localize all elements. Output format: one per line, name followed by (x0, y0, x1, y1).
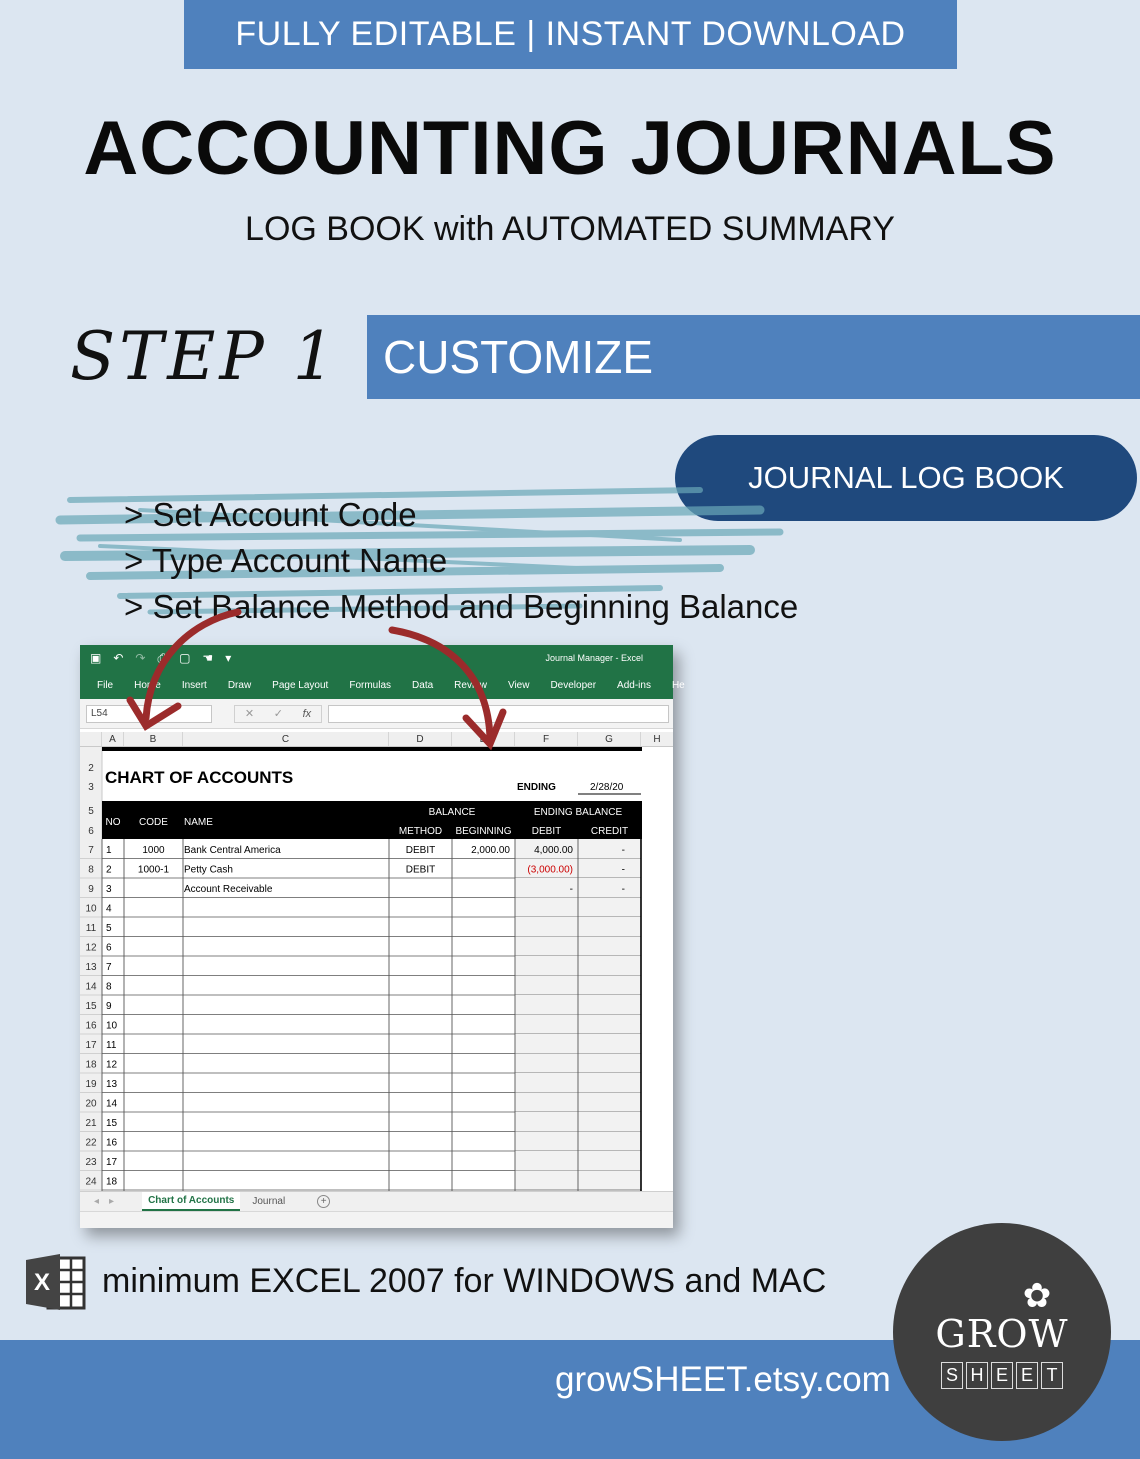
ribbon-tab[interactable]: Developer (550, 679, 597, 691)
cell-no: 13 (106, 1079, 118, 1090)
spreadsheet-grid (80, 732, 673, 1196)
column-header[interactable]: B (124, 732, 183, 746)
insert-function-icon[interactable]: fx (302, 707, 312, 720)
column-header[interactable]: E (452, 732, 515, 746)
touch-mode-icon[interactable]: ☚ (202, 650, 214, 665)
nav-next-icon[interactable]: ▸ (109, 1196, 115, 1207)
column-header[interactable]: F (515, 732, 578, 746)
cell-credit: - (621, 864, 625, 876)
row-number: 22 (85, 1137, 97, 1149)
row-number: 14 (85, 981, 97, 993)
title-top-border (102, 747, 642, 751)
formula-buttons (234, 705, 322, 723)
column-header[interactable]: H (653, 734, 661, 745)
row-number: 6 (88, 826, 94, 837)
ribbon-tab[interactable]: Data (412, 679, 434, 691)
subtitle: LOG BOOK with AUTOMATED SUMMARY (245, 210, 895, 248)
row-number: 16 (85, 1020, 97, 1032)
row-number: 20 (85, 1098, 97, 1110)
cell-no: 15 (106, 1118, 118, 1129)
cell-no: 11 (106, 1040, 117, 1051)
svg-text:X: X (33, 1269, 51, 1296)
header-credit: CREDIT (590, 826, 629, 837)
print-preview-icon[interactable]: ⎙ (157, 650, 168, 665)
ribbon-tab[interactable]: Add-ins (617, 679, 651, 691)
cell-debit: - (569, 884, 573, 895)
header-method: METHOD (398, 826, 443, 837)
row-number: 15 (85, 1001, 97, 1012)
header-beginning: BEGINNING (455, 826, 512, 837)
cancel-icon[interactable]: ✕ (244, 708, 255, 720)
row-number: 12 (85, 942, 97, 954)
formula-bar (80, 699, 673, 729)
row-number: 24 (85, 1176, 97, 1188)
cell-name: Bank Central America (184, 845, 281, 856)
cell-no: 2 (106, 864, 112, 876)
header-ending-balance: ENDING BALANCE (533, 807, 623, 818)
customize-banner: CUSTOMIZE (367, 315, 1140, 399)
cell-no: 6 (106, 942, 112, 954)
logo-letter: E (991, 1362, 1013, 1389)
ribbon-tab[interactable]: View (507, 679, 530, 691)
column-header[interactable]: A (102, 732, 124, 746)
excel-icon (24, 1252, 88, 1312)
cell-beginning: 2,000.00 (471, 845, 510, 856)
row-number: 18 (85, 1059, 97, 1071)
cell-method: DEBIT (405, 864, 436, 876)
logo-letter: T (1041, 1362, 1063, 1389)
nav-prev-icon[interactable]: ◂ (94, 1196, 100, 1207)
column-header[interactable]: D (389, 732, 452, 746)
cell-no: 18 (106, 1176, 118, 1188)
cell-code: 1000-1 (137, 864, 170, 876)
cell-no: 14 (106, 1098, 118, 1110)
quick-access-toolbar (80, 645, 673, 671)
journal-log-book-pill: JOURNAL LOG BOOK (675, 435, 1137, 521)
feature-item: > Set Balance Method and Beginning Balance (124, 588, 799, 625)
name-box[interactable]: L54 (86, 705, 212, 723)
header-no: NO (105, 817, 121, 828)
ribbon-tab[interactable]: Draw (227, 679, 252, 691)
window-title: Journal Manager - Excel (545, 653, 643, 663)
column-header[interactable]: G (578, 732, 641, 746)
cell-credit: - (621, 884, 625, 895)
logo-letter: E (1016, 1362, 1038, 1389)
header-debit: DEBIT (531, 826, 562, 837)
ribbon-tab[interactable]: Insert (181, 679, 207, 691)
ribbon-tab[interactable]: Home (134, 679, 161, 691)
grow-sheet-logo (893, 1223, 1111, 1441)
feature-item: > Type Account Name (124, 542, 448, 579)
header-name: NAME (184, 817, 213, 828)
logo-letter: S (941, 1362, 963, 1389)
enter-icon[interactable]: ✓ (273, 708, 283, 720)
undo-icon[interactable]: ↶ (113, 650, 124, 665)
sheet-tab-journal[interactable]: Journal (252, 1196, 286, 1207)
sheet-body (80, 747, 673, 1191)
sheet-tab-chart-of-accounts[interactable]: Chart of Accounts (142, 1192, 240, 1211)
logo-letter: H (966, 1362, 988, 1389)
cell-name: Petty Cash (184, 864, 233, 876)
cell-no: 1 (106, 845, 112, 856)
ribbon-tabs (80, 671, 685, 699)
ending-date: 2/28/20 (590, 782, 624, 793)
cell-no: 17 (106, 1157, 118, 1168)
feature-item: > Set Account Code (124, 496, 417, 533)
sheet-tabs (80, 1191, 673, 1211)
row-number: 23 (85, 1157, 97, 1168)
row-number: 11 (85, 923, 97, 934)
row-number: 2 (88, 763, 94, 774)
step-label: STEP 1 (70, 318, 339, 395)
cell-no: 8 (106, 981, 112, 993)
cell-no: 12 (106, 1059, 118, 1071)
cell-method: DEBIT (405, 845, 436, 856)
row-number: 17 (85, 1040, 97, 1051)
cell-no: 7 (106, 962, 112, 973)
cell-credit: - (621, 845, 625, 856)
customize-toolbar-icon[interactable]: ▾ (225, 650, 232, 665)
row-number: 7 (88, 845, 94, 856)
sheet-title: CHART OF ACCOUNTS (105, 768, 294, 787)
ending-label: ENDING (517, 782, 556, 793)
add-sheet-icon[interactable]: + (317, 1195, 330, 1208)
row-number: 21 (85, 1118, 97, 1129)
logo-sheet-text (941, 1362, 1063, 1389)
cell-debit: (3,000.00) (527, 864, 573, 876)
ribbon-tab[interactable]: Formulas (349, 679, 392, 691)
header-code: CODE (139, 817, 168, 828)
logo-grow-text: GROW (935, 1311, 1069, 1356)
new-file-icon[interactable]: ▢ (179, 650, 191, 665)
cell-name: Account Receivable (184, 884, 273, 895)
cell-no: 5 (106, 923, 112, 934)
column-headers (80, 732, 673, 747)
cell-no: 16 (106, 1137, 118, 1149)
cell-no: 3 (106, 884, 112, 895)
header-balance: BALANCE (428, 807, 476, 818)
column-header[interactable]: C (183, 732, 389, 746)
ribbon-tab[interactable]: File (97, 679, 114, 691)
redo-icon[interactable]: ↷ (135, 650, 146, 665)
row-number: 19 (85, 1079, 97, 1090)
ribbon-tab[interactable]: Page Layout (272, 679, 329, 691)
main-title: ACCOUNTING JOURNALS (83, 106, 1057, 191)
cell-debit: 4,000.00 (534, 845, 573, 856)
feature-list (124, 492, 798, 630)
cell-code: 1000 (142, 845, 165, 856)
formula-input[interactable] (328, 705, 669, 723)
save-icon[interactable]: ▣ (90, 650, 102, 665)
cell-no: 9 (106, 1001, 112, 1012)
flower-icon: ✿ (1022, 1276, 1052, 1315)
cell-no: 4 (106, 903, 112, 915)
row-number: 9 (88, 884, 94, 895)
status-bar (80, 1211, 673, 1228)
row-number: 10 (85, 903, 97, 915)
cell-no: 10 (106, 1020, 118, 1032)
top-banner: FULLY EDITABLE | INSTANT DOWNLOAD (184, 0, 957, 69)
requirement-text: minimum EXCEL 2007 for WINDOWS and MAC (102, 1262, 827, 1300)
row-number: 3 (88, 782, 94, 793)
ribbon-tab[interactable]: Review (454, 679, 487, 691)
row-number: 13 (85, 962, 97, 973)
row-number: 8 (88, 864, 94, 876)
website-link[interactable]: growSHEET.etsy.com (555, 1360, 891, 1399)
row-number: 5 (88, 806, 94, 817)
ribbon-tab[interactable]: He (671, 679, 685, 691)
excel-window (80, 645, 685, 1228)
select-all-corner[interactable] (80, 732, 102, 746)
